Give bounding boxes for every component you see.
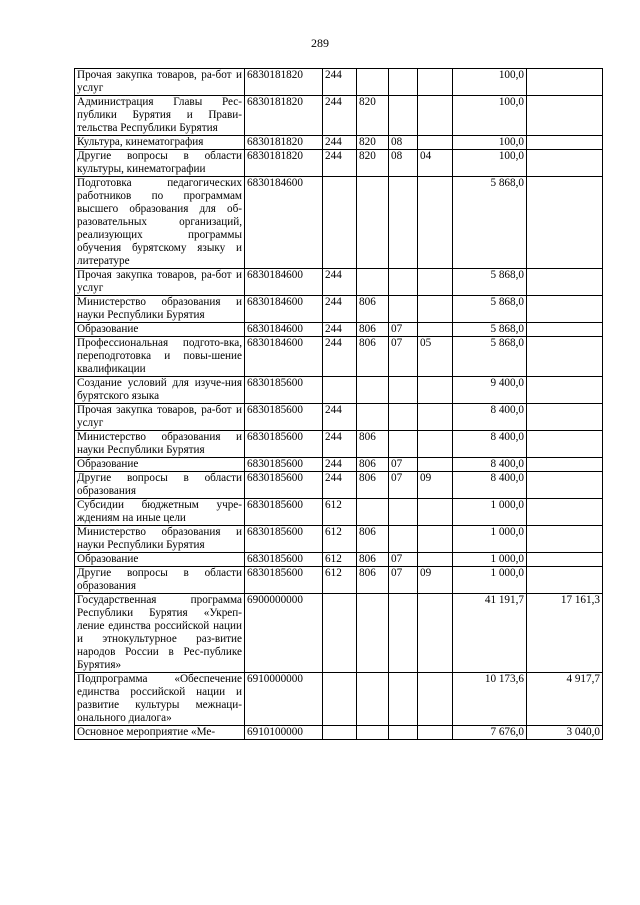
row-administrator-cell: 806 <box>357 567 389 594</box>
table-row <box>75 337 603 377</box>
row-sum-year2-cell: 4 917,7 <box>527 673 603 726</box>
row-name-cell: Подготовка педагогических работников по программам высшего образования для об-разовательных организаций, реализующих программы обучения бурятскому языку и литературе <box>75 177 245 269</box>
row-target-article-cell: 6830184600 <box>245 337 323 377</box>
row-expense-type-cell: 612 <box>323 526 357 553</box>
table-row <box>75 323 603 337</box>
row-name-cell: Другие вопросы в области культуры, кинематографии <box>75 150 245 177</box>
row-subsection-cell <box>418 69 453 96</box>
row-sum-year1-cell: 5 868,0 <box>453 177 527 269</box>
table-row <box>75 499 603 526</box>
row-administrator-cell: 820 <box>357 96 389 136</box>
row-sum-year1-cell: 1 000,0 <box>453 526 527 553</box>
row-subsection-cell <box>418 269 453 296</box>
row-target-article-cell: 6830185600 <box>245 567 323 594</box>
row-expense-type-cell: 244 <box>323 269 357 296</box>
row-sum-year1-cell: 100,0 <box>453 150 527 177</box>
table-row <box>75 526 603 553</box>
row-name-cell: Образование <box>75 458 245 472</box>
row-section-cell <box>389 526 418 553</box>
row-subsection-cell <box>418 553 453 567</box>
row-name-cell: Прочая закупка товаров, ра-бот и услуг <box>75 404 245 431</box>
row-administrator-cell: 806 <box>357 337 389 377</box>
row-sum-year2-cell <box>527 404 603 431</box>
row-section-cell: 08 <box>389 136 418 150</box>
row-administrator-cell: 806 <box>357 431 389 458</box>
row-sum-year1-cell: 100,0 <box>453 136 527 150</box>
row-sum-year1-cell: 8 400,0 <box>453 431 527 458</box>
row-subsection-cell <box>418 177 453 269</box>
row-subsection-cell <box>418 136 453 150</box>
row-sum-year1-cell: 8 400,0 <box>453 458 527 472</box>
row-sum-year1-cell: 8 400,0 <box>453 404 527 431</box>
row-subsection-cell <box>418 296 453 323</box>
row-sum-year1-cell: 7 676,0 <box>453 726 527 740</box>
row-target-article-cell: 6830185600 <box>245 472 323 499</box>
row-sum-year2-cell <box>527 553 603 567</box>
row-subsection-cell <box>418 526 453 553</box>
row-section-cell <box>389 96 418 136</box>
row-administrator-cell <box>357 499 389 526</box>
row-target-article-cell: 6830185600 <box>245 431 323 458</box>
row-sum-year1-cell: 41 191,7 <box>453 594 527 673</box>
row-sum-year1-cell: 100,0 <box>453 96 527 136</box>
row-name-cell: Подпрограмма «Обеспечение единства российской нации и развитие культуры межнаци-онального диалога» <box>75 673 245 726</box>
row-subsection-cell <box>418 726 453 740</box>
row-sum-year1-cell: 9 400,0 <box>453 377 527 404</box>
row-sum-year1-cell: 5 868,0 <box>453 296 527 323</box>
row-section-cell <box>389 431 418 458</box>
row-sum-year2-cell <box>527 323 603 337</box>
row-administrator-cell: 806 <box>357 458 389 472</box>
row-name-cell: Культура, кинематография <box>75 136 245 150</box>
row-administrator-cell <box>357 404 389 431</box>
row-expense-type-cell: 612 <box>323 499 357 526</box>
row-target-article-cell: 6910100000 <box>245 726 323 740</box>
row-expense-type-cell: 244 <box>323 431 357 458</box>
row-section-cell: 07 <box>389 337 418 377</box>
row-subsection-cell <box>418 673 453 726</box>
row-sum-year1-cell: 1 000,0 <box>453 499 527 526</box>
row-sum-year2-cell <box>527 136 603 150</box>
row-administrator-cell <box>357 269 389 296</box>
row-name-cell: Прочая закупка товаров, ра-бот и услуг <box>75 269 245 296</box>
row-target-article-cell: 6830181820 <box>245 69 323 96</box>
row-section-cell <box>389 594 418 673</box>
row-sum-year1-cell: 10 173,6 <box>453 673 527 726</box>
row-sum-year2-cell <box>527 526 603 553</box>
row-section-cell: 07 <box>389 323 418 337</box>
row-administrator-cell: 820 <box>357 150 389 177</box>
row-section-cell <box>389 296 418 323</box>
row-target-article-cell: 6830181820 <box>245 96 323 136</box>
row-administrator-cell <box>357 726 389 740</box>
row-section-cell: 07 <box>389 553 418 567</box>
row-section-cell <box>389 673 418 726</box>
row-administrator-cell: 806 <box>357 296 389 323</box>
row-expense-type-cell: 244 <box>323 337 357 377</box>
row-section-cell: 07 <box>389 458 418 472</box>
row-target-article-cell: 6830185600 <box>245 553 323 567</box>
row-name-cell: Прочая закупка товаров, ра-бот и услуг <box>75 69 245 96</box>
row-expense-type-cell <box>323 177 357 269</box>
row-expense-type-cell: 244 <box>323 150 357 177</box>
row-expense-type-cell: 244 <box>323 136 357 150</box>
row-target-article-cell: 6830185600 <box>245 404 323 431</box>
row-name-cell: Министерство образования и науки Республики Бурятия <box>75 296 245 323</box>
row-target-article-cell: 6900000000 <box>245 594 323 673</box>
row-section-cell <box>389 69 418 96</box>
row-expense-type-cell: 244 <box>323 69 357 96</box>
row-target-article-cell: 6830185600 <box>245 377 323 404</box>
table-row <box>75 553 603 567</box>
table-row <box>75 726 603 740</box>
row-sum-year2-cell <box>527 150 603 177</box>
row-section-cell <box>389 499 418 526</box>
row-subsection-cell: 05 <box>418 337 453 377</box>
row-expense-type-cell: 244 <box>323 404 357 431</box>
row-name-cell: Создание условий для изуче-ния бурятского языка <box>75 377 245 404</box>
table-row <box>75 472 603 499</box>
row-sum-year2-cell <box>527 431 603 458</box>
page-number: 289 <box>311 36 329 50</box>
table-row <box>75 177 603 269</box>
row-target-article-cell: 6830184600 <box>245 269 323 296</box>
table-row <box>75 431 603 458</box>
row-expense-type-cell <box>323 673 357 726</box>
row-subsection-cell <box>418 96 453 136</box>
row-target-article-cell: 6830184600 <box>245 296 323 323</box>
table-row <box>75 150 603 177</box>
row-section-cell: 08 <box>389 150 418 177</box>
table-body <box>75 69 603 740</box>
table-row <box>75 296 603 323</box>
row-subsection-cell <box>418 499 453 526</box>
row-subsection-cell <box>418 404 453 431</box>
row-name-cell: Другие вопросы в области образования <box>75 567 245 594</box>
row-name-cell: Субсидии бюджетным учре-ждениям на иные цели <box>75 499 245 526</box>
table-row <box>75 96 603 136</box>
row-section-cell: 07 <box>389 472 418 499</box>
row-expense-type-cell <box>323 377 357 404</box>
row-target-article-cell: 6830184600 <box>245 177 323 269</box>
row-subsection-cell <box>418 377 453 404</box>
row-name-cell: Профессиональная подгото-вка, переподготовка и повы-шение квалификации <box>75 337 245 377</box>
row-administrator-cell: 806 <box>357 472 389 499</box>
row-section-cell <box>389 726 418 740</box>
row-sum-year2-cell <box>527 499 603 526</box>
row-administrator-cell <box>357 69 389 96</box>
row-subsection-cell <box>418 323 453 337</box>
row-expense-type-cell: 244 <box>323 472 357 499</box>
row-expense-type-cell: 244 <box>323 296 357 323</box>
row-section-cell <box>389 177 418 269</box>
row-sum-year2-cell <box>527 377 603 404</box>
row-administrator-cell: 806 <box>357 526 389 553</box>
row-name-cell: Образование <box>75 323 245 337</box>
row-expense-type-cell: 244 <box>323 96 357 136</box>
row-name-cell: Администрация Главы Рес-публики Бурятия и Прави-тельства Республики Бурятия <box>75 96 245 136</box>
row-name-cell: Другие вопросы в области образования <box>75 472 245 499</box>
row-sum-year2-cell <box>527 337 603 377</box>
row-name-cell: Основное мероприятие «Ме- <box>75 726 245 740</box>
row-section-cell <box>389 377 418 404</box>
row-name-cell: Образование <box>75 553 245 567</box>
row-sum-year2-cell <box>527 296 603 323</box>
row-subsection-cell: 04 <box>418 150 453 177</box>
row-administrator-cell <box>357 594 389 673</box>
row-sum-year2-cell <box>527 69 603 96</box>
row-sum-year1-cell: 1 000,0 <box>453 567 527 594</box>
table-row <box>75 404 603 431</box>
row-sum-year1-cell: 1 000,0 <box>453 553 527 567</box>
row-administrator-cell <box>357 377 389 404</box>
table-row <box>75 458 603 472</box>
table-row <box>75 377 603 404</box>
row-target-article-cell: 6830181820 <box>245 136 323 150</box>
row-administrator-cell: 806 <box>357 553 389 567</box>
row-expense-type-cell <box>323 594 357 673</box>
row-administrator-cell <box>357 177 389 269</box>
row-sum-year1-cell: 5 868,0 <box>453 269 527 296</box>
row-administrator-cell: 820 <box>357 136 389 150</box>
row-name-cell: Министерство образования и науки Республики Бурятия <box>75 526 245 553</box>
table-row <box>75 269 603 296</box>
row-expense-type-cell: 244 <box>323 323 357 337</box>
row-target-article-cell: 6830185600 <box>245 526 323 553</box>
table-row <box>75 136 603 150</box>
row-expense-type-cell <box>323 726 357 740</box>
row-subsection-cell <box>418 431 453 458</box>
row-target-article-cell: 6830181820 <box>245 150 323 177</box>
row-sum-year2-cell <box>527 472 603 499</box>
row-target-article-cell: 6830185600 <box>245 499 323 526</box>
row-sum-year2-cell <box>527 96 603 136</box>
row-sum-year2-cell <box>527 458 603 472</box>
row-target-article-cell: 6910000000 <box>245 673 323 726</box>
table-row <box>75 594 603 673</box>
row-sum-year1-cell: 8 400,0 <box>453 472 527 499</box>
row-subsection-cell <box>418 594 453 673</box>
row-target-article-cell: 6830185600 <box>245 458 323 472</box>
row-sum-year2-cell: 17 161,3 <box>527 594 603 673</box>
row-subsection-cell <box>418 458 453 472</box>
budget-table <box>74 68 603 740</box>
row-subsection-cell: 09 <box>418 472 453 499</box>
table-row <box>75 69 603 96</box>
row-administrator-cell <box>357 673 389 726</box>
row-administrator-cell: 806 <box>357 323 389 337</box>
row-name-cell: Министерство образования и науки Республики Бурятия <box>75 431 245 458</box>
row-expense-type-cell: 244 <box>323 458 357 472</box>
row-name-cell: Государственная программа Республики Бурятия «Укреп-ление единства российской нации и этнокультурное раз-витие народов России в Рес-публике Бурятия» <box>75 594 245 673</box>
row-sum-year2-cell <box>527 177 603 269</box>
table-row <box>75 673 603 726</box>
row-sum-year2-cell <box>527 269 603 296</box>
row-sum-year2-cell <box>527 567 603 594</box>
row-expense-type-cell: 612 <box>323 567 357 594</box>
row-sum-year1-cell: 5 868,0 <box>453 323 527 337</box>
row-sum-year1-cell: 5 868,0 <box>453 337 527 377</box>
row-subsection-cell: 09 <box>418 567 453 594</box>
row-section-cell: 07 <box>389 567 418 594</box>
table-row <box>75 567 603 594</box>
row-section-cell <box>389 269 418 296</box>
row-sum-year1-cell: 100,0 <box>453 69 527 96</box>
row-sum-year2-cell: 3 040,0 <box>527 726 603 740</box>
row-target-article-cell: 6830184600 <box>245 323 323 337</box>
row-section-cell <box>389 404 418 431</box>
row-expense-type-cell: 612 <box>323 553 357 567</box>
